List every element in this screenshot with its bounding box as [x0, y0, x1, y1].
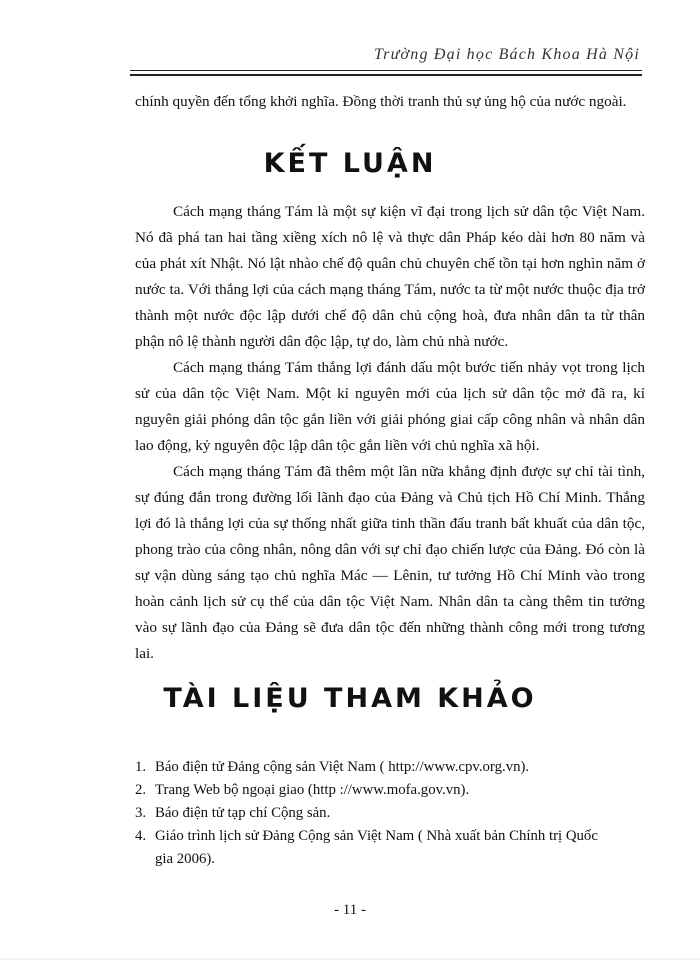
- references-heading: TÀI LIỆU THAM KHẢO: [163, 683, 537, 714]
- page-header: [130, 40, 642, 76]
- page-number: - 11 -: [334, 902, 366, 918]
- reference-text: Giáo trình lịch sử Đảng Cộng sản Việt Nam ( Nhà xuất bản Chính trị Quốc gia 2006).: [155, 828, 598, 867]
- reference-item-3: [135, 802, 615, 825]
- header-rule: [130, 70, 642, 71]
- conclusion-paragraph-2: Cách mạng tháng Tám thắng lợi đánh dấu một bước tiến nhảy vọt trong lịch sử của dân tộc Việt Nam. Một kỉ nguyên mới của lịch sử dân tộc mở đã ra, kỉ nguyên giải phóng dân tộc gắn liền với giải phóng giai cấp công nhân và nhân dân lao động, kỷ nguyên độc lập dân tộc gắn liền với chủ nghĩa xã hội.: [135, 359, 645, 454]
- conclusion-heading: KẾT LUẬN: [263, 148, 437, 179]
- reference-item-2: [135, 779, 615, 802]
- header-text: Trường Đại học Bách Khoa Hà Nội: [373, 46, 640, 63]
- reference-text: Báo điện tử Đảng cộng sản Việt Nam ( http://www.cpv.org.vn).: [155, 759, 530, 775]
- reference-number: 3.: [135, 805, 147, 821]
- reference-number: 4.: [135, 828, 147, 844]
- intro-block: [135, 89, 645, 115]
- intro-paragraph: chính quyền đến tổng khởi nghĩa. Đồng thời tranh thủ sự ủng hộ của nước ngoài.: [135, 93, 627, 110]
- reference-number: 2.: [135, 782, 147, 798]
- conclusion-paragraph-3: Cách mạng tháng Tám đã thêm một lần nữa khẳng định được sự chỉ tài tình, sự đúng đắn trong đường lối lãnh đạo của Đảng và Chủ tịch Hồ Chí Minh. Thắng lợi đó là thắng lợi của sự thống nhất giữa tinh thần đấu tranh bất khuất của dân tộc, phong trào của công nhân, nông dân với sự chỉ đạo chiến lược của Đảng. Đó còn là sự vận dùng sáng tạo chủ nghĩa Mác — Lênin, tư tưởng Hồ Chí Minh vào trong hoàn cảnh lịch sử cụ thể của dân tộc Việt Nam. Nhân dân ta càng thêm tin tưởng vào sự lãnh đạo của Đảng sẽ đưa dân tộc đến những thành công mới trong tương lai.: [135, 463, 645, 662]
- reference-item-1: [135, 756, 615, 779]
- reference-number: 1.: [135, 759, 147, 775]
- reference-item-4: [135, 825, 615, 871]
- references-list: [135, 756, 615, 871]
- conclusion-paragraph-1: Cách mạng tháng Tám là một sự kiện vĩ đại trong lịch sử dân tộc Việt Nam. Nó đã phá tan hai tầng xiềng xích nô lệ và thực dân Pháp kéo dài hơn 80 năm và của phát xít Nhật. Nó lật nhào chế độ quân chủ chuyên chế tồn tại hơn nghìn năm ở nước ta. Với thắng lợi của cách mạng tháng Tám, nước ta từ một nước thuộc địa trở thành một nước độc lập dưới chế độ dân chủ cộng hoà, đưa nhân dân ta từ thân phận nô lệ thành người dân độc lập, tự do, làm chủ nhà nước.: [135, 203, 645, 350]
- reference-text: Trang Web bộ ngoại giao (http ://www.mofa.gov.vn).: [155, 782, 470, 798]
- reference-text: Báo điện tử tạp chí Cộng sản.: [155, 805, 331, 821]
- conclusion-body: [135, 199, 645, 667]
